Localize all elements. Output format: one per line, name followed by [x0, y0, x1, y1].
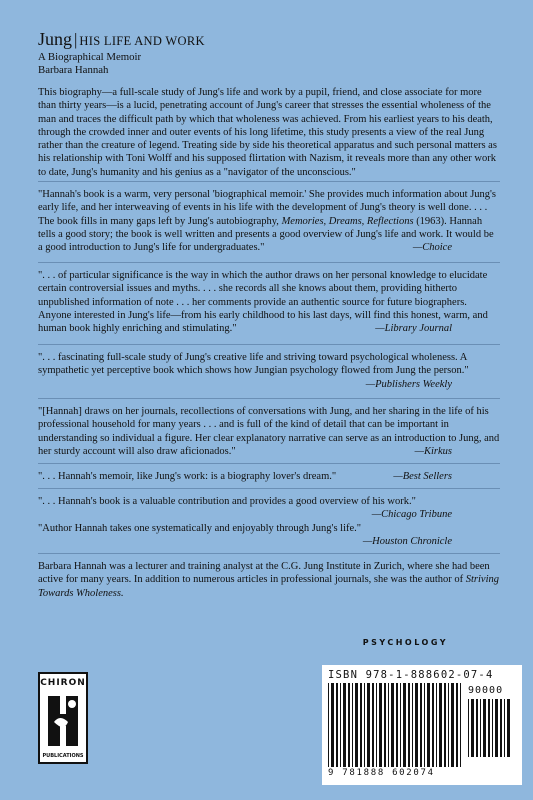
barcode-bar: [444, 683, 446, 767]
logo-bottom-text: PUBLICATIONS: [42, 753, 84, 759]
review-source: —Choice: [412, 242, 452, 254]
review-text: ". . . Hannah's memoir, like Jung's work: is a biography lover's dream.": [38, 471, 337, 482]
divider: [38, 398, 500, 399]
divider: [38, 463, 500, 464]
barcode-bar: [420, 683, 422, 767]
barcode-bar: [495, 699, 498, 757]
barcode-bar: [331, 683, 334, 767]
barcode-bar: [340, 683, 341, 767]
barcode-bar: [460, 683, 461, 767]
isbn-label: ISBN 978-1-888602-07-4: [328, 669, 494, 681]
review-source: —Best Sellers: [393, 471, 452, 482]
barcode-bar: [336, 683, 338, 767]
barcode-bar: [379, 683, 382, 767]
review-text: ". . . fascinating full-scale study of Jung's creative life and striving toward psychological wholeness. A sympathetic yet perceptive book which shows how Jungian psychology flowed from Jung the person.": [38, 352, 469, 377]
barcode-bar: [400, 683, 401, 767]
barcode-bar: [451, 683, 454, 767]
barcode-bar: [432, 683, 434, 767]
review-library-journal: [38, 269, 500, 335]
logo-top-text: CHIRON: [40, 678, 86, 688]
barcode-bar: [364, 683, 365, 767]
barcode-bar: [376, 683, 377, 767]
barcode-bar: [384, 683, 386, 767]
divider: [38, 553, 500, 554]
divider: [38, 344, 500, 345]
barcode-bar: [507, 699, 510, 757]
barcode-bar: [372, 683, 374, 767]
barcode-bar: [492, 699, 493, 757]
author-bio: [38, 560, 500, 600]
barcode-bar: [367, 683, 370, 767]
review-kirkus: [38, 405, 500, 458]
review-houston-chronicle: [38, 522, 500, 549]
barcode-bar: [343, 683, 346, 767]
ean-barcode: [328, 683, 463, 767]
review-best-sellers: [38, 470, 500, 483]
review-source: —Houston Chronicle: [362, 536, 452, 548]
book-author: Barbara Hannah: [38, 64, 109, 76]
review-text: ". . . Hannah's book is a valuable contribution and provides a good overview of his work.": [38, 496, 416, 507]
barcode-bar: [471, 699, 474, 757]
book-title: [38, 30, 205, 51]
review-text: "Hannah's book is a warm, very personal 'biographical memoir.' She provides much information about Jung's early life, and her interweaving of events in his life with the development of Jung's theory is well done. . . . The book fills in many gaps left by Jung's autobiography,: [38, 189, 497, 227]
review-text: "[Hannah] draws on her journals, recollections of conversations with Jung, and her sharing in the life of his professional household for many years . . . and is full of the kind of detail that can be important in understanding so individual a figure. Her clear explanatory narrative can serve as an introduction to Jung, and her sturdy account will also draw aficionados.": [38, 406, 500, 457]
price-barcode: [468, 699, 512, 757]
barcode-bar: [424, 683, 425, 767]
barcode-bar: [456, 683, 458, 767]
divider: [38, 262, 500, 263]
barcode-bar: [468, 699, 469, 757]
review-italic-title: Memories, Dreams, Reflections: [281, 215, 414, 227]
barcode-bar: [412, 683, 413, 767]
review-source: —Publishers Weekly: [365, 378, 452, 390]
review-chicago-tribune: [38, 495, 500, 522]
review-text: (1963). Hannah tells a good story; the book is well written and presents a good overview of Jung's life and work. It would be a good introduction to Jung's life for undergraduates.": [38, 215, 494, 254]
publisher-logo: [38, 672, 88, 764]
book-subtitle: A Biographical Memoir: [38, 51, 142, 63]
barcode-bar: [436, 683, 437, 767]
barcode-bar: [500, 699, 502, 757]
barcode-panel: [322, 665, 522, 785]
barcode-bar: [480, 699, 481, 757]
review-source: —Chicago Tribune: [371, 509, 452, 521]
bio-book-title: Striving Towards Wholeness.: [38, 574, 500, 599]
barcode-bar: [348, 683, 350, 767]
ean-number: 9 781888 602074: [328, 768, 435, 778]
title-subtitle: HIS LIFE AND WORK: [79, 34, 205, 48]
review-choice: [38, 188, 500, 254]
review-text: ". . . of particular significance is the way in which the author draws on her personal knowledge to elucidate certain controversial issues and myths. . . . she records all she knows about them, providing hitherto unpublished information of note . . . her comments provide an authentic source for future biographers. Anyone interested in Jung's life—from his early childhood to his last days, will find this honest, warm, and human book highly enriching and stimulating.": [38, 270, 488, 335]
divider: [38, 181, 500, 182]
barcode-bar: [427, 683, 430, 767]
barcode-bar: [415, 683, 418, 767]
barcode-bar: [483, 699, 486, 757]
title-block: [38, 30, 205, 77]
divider: [38, 488, 500, 489]
barcode-bar: [360, 683, 362, 767]
price-code: 90000: [468, 685, 504, 696]
title-main: Jung: [38, 29, 73, 49]
review-text: "Author Hannah takes one systematically and enjoyably through Jung's life.": [38, 523, 362, 534]
barcode-bar: [403, 683, 406, 767]
barcode-bar: [408, 683, 410, 767]
barcode-bar: [328, 683, 329, 767]
barcode-bar: [448, 683, 449, 767]
barcode-bar: [391, 683, 394, 767]
barcode-bar: [388, 683, 389, 767]
review-publishers-weekly: [38, 351, 500, 391]
barcode-bar: [504, 699, 505, 757]
title-separator: |: [74, 30, 78, 49]
chiron-mark-icon: [44, 692, 82, 750]
review-source: —Kirkus: [414, 445, 452, 457]
barcode-bar: [352, 683, 353, 767]
bio-text: Barbara Hannah was a lecturer and training analyst at the C.G. Jung Institute in Zurich, where she had been active for many years. In addition to numerous articles in professional journals, she was the author of: [38, 561, 490, 586]
barcode-bar: [476, 699, 478, 757]
review-source: —Library Journal: [375, 323, 452, 335]
barcode-bar: [355, 683, 358, 767]
category-label: PSYCHOLOGY: [362, 638, 448, 647]
barcode-bar: [439, 683, 442, 767]
description-paragraph: This biography—a full-scale study of Jung's life and work by a pupil, friend, and close associate for more than thirty years—is a lucid, penetrating account of Jung's career that stresses the essential wholeness of the man and traces the difficult path by which that wholeness was achieved. From his earliest years to his death, through the crowded inner and outer events of his long lifetime, this study presents a view of the real Jung rather than the creature of legend. Treating side by side his theoretical apparatus and such personal matters as his relationship with Toni Wolff and his supposed flirtation with Nazism, it reveals more than any other work to date, Jung's humanity and his genius as a "navigator of the unconscious.": [38, 87, 497, 178]
barcode-bar: [488, 699, 490, 757]
barcode-bar: [396, 683, 398, 767]
